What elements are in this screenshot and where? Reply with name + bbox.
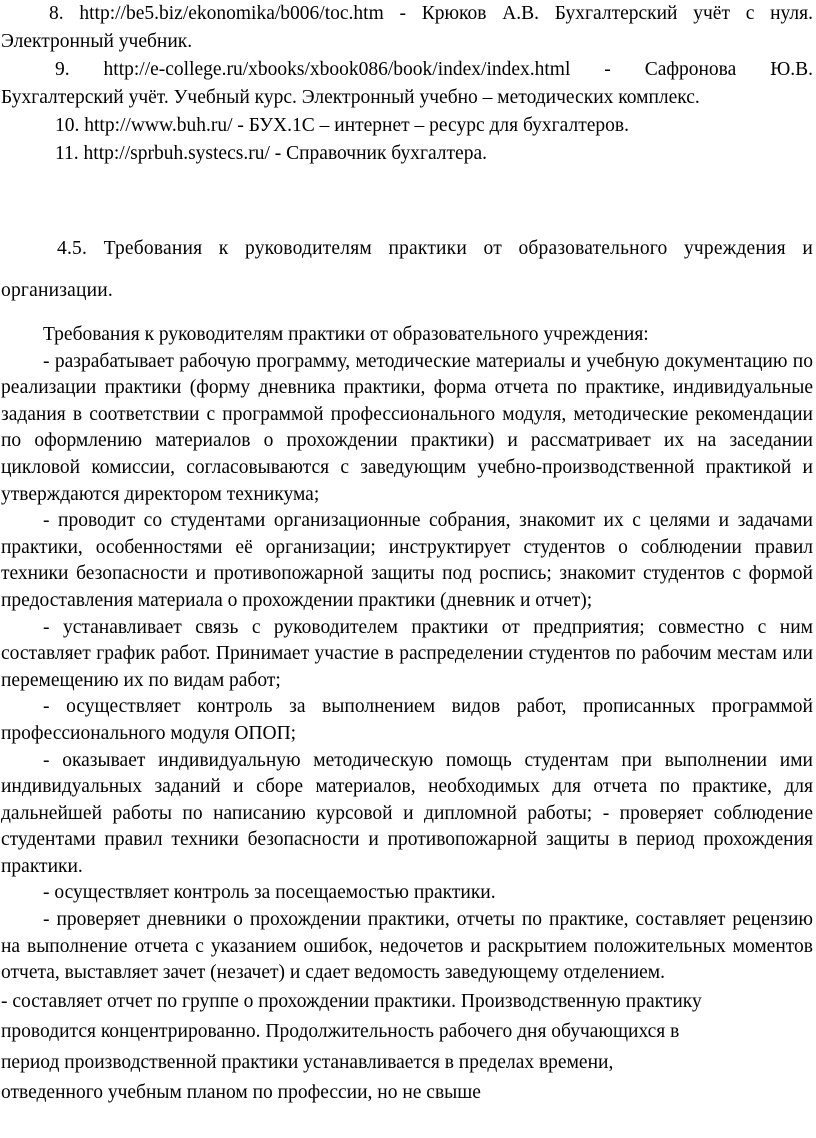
reference-item <box>1 112 813 140</box>
requirements-lead: Требования к руководителям практики от образовательного учреждения: <box>43 324 649 345</box>
reference-item <box>1 0 813 56</box>
requirement-item: - осуществляет контроль за выполнением видов работ, прописанных программой профессионального модуля ОПОП; <box>1 696 813 744</box>
requirement-item: - осуществляет контроль за посещаемостью практики. <box>43 882 496 904</box>
reference-number: 8. <box>49 3 64 24</box>
reference-link[interactable]: http://www.buh.ru/ <box>84 115 233 136</box>
requirement-item: - устанавливает связь с руководителем практики от предприятия; совместно с ним составляет график работ. Принимает участие в распределении студентов по рабочим местам или перемещению их по видам работ; <box>1 616 813 691</box>
reference-number: 9. <box>55 59 70 80</box>
reference-text: - Сафронова Ю.В. Бухгалтерский учёт. Учебный курс. Электронный учебно – методических комплекс. <box>1 59 813 108</box>
closing-paragraph <box>1 987 813 1109</box>
requirement-item: - проверяет дневники о прохождении практики, отчеты по практике, составляет рецензию на выполнение отчета с указанием ошибок, недочетов и раскрытием положительных моментов отчета, выставляет зачет (незачет) и сдает ведомость заведующему отделением. <box>1 909 813 984</box>
requirement-item: - разрабатывает рабочую программу, методические материалы и учебную документацию по реализации практики (форму дневника практики, форма отчета по практике, индивидуальные задания в соответствии с программой профессионального модуля, методические рекомендации по оформлению материалов о прохождении практики) и рассматривает их на заседании цикловой комиссии, согласовываются с заведующим учебно-производственной практикой и утверждаются директором техникума; <box>1 350 813 505</box>
reference-list <box>1 0 813 168</box>
closing-line: период производственной практики устанавливается в пределах времени, <box>1 1051 614 1073</box>
closing-line: - составляет отчет по группе о прохождении практики. Производственную практику <box>1 990 702 1012</box>
reference-text: - БУХ.1С – интернет – ресурс для бухгалтеров. <box>232 115 629 136</box>
closing-line: проводится концентрированно. Продолжительность рабочего дня обучающихся в <box>1 1021 680 1043</box>
requirements-body <box>1 322 813 987</box>
closing-line: отведенного учебным планом по профессии, но не свыше <box>1 1082 481 1104</box>
reference-link[interactable]: http://sprbuh.systecs.ru/ <box>83 143 270 164</box>
reference-item <box>1 56 813 112</box>
reference-text: - Справочник бухгалтера. <box>269 143 487 164</box>
reference-link[interactable]: http://be5.biz/ekonomika/b006/toc.htm <box>79 3 384 24</box>
reference-link[interactable]: http://e-college.ru/xbooks/xbook086/book/index/index.html <box>103 59 571 80</box>
reference-text: - Крюков А.В. Бухгалтерский учёт с нуля. Электронный учебник. <box>1 3 814 52</box>
reference-number: 10. <box>55 115 80 136</box>
section-heading: 4.5. Требования к руководителям практики от образовательного учреждения и организации. <box>1 238 813 301</box>
requirement-item: - проводит со студентами организационные собрания, знакомит их с целями и задачами практики, особенностями её организации; инструктирует студентов о соблюдении правил техники безопасности и противопожарной защиты под роспись; знакомит студентов с формой предоставления материала о прохождении практики (дневник и отчет); <box>1 510 813 611</box>
reference-number: 11. <box>55 143 79 164</box>
requirement-item: - оказывает индивидуальную методическую помощь студентам при выполнении ими индивидуальных заданий и сборе материалов, необходимых для отчета по практике, для дальнейшей работы по написанию курсовой и дипломной работы; - проверяет соблюдение студентами правил техники безопасности и противопожарной защиты в период прохождения практики. <box>1 749 813 877</box>
reference-item <box>1 140 813 168</box>
